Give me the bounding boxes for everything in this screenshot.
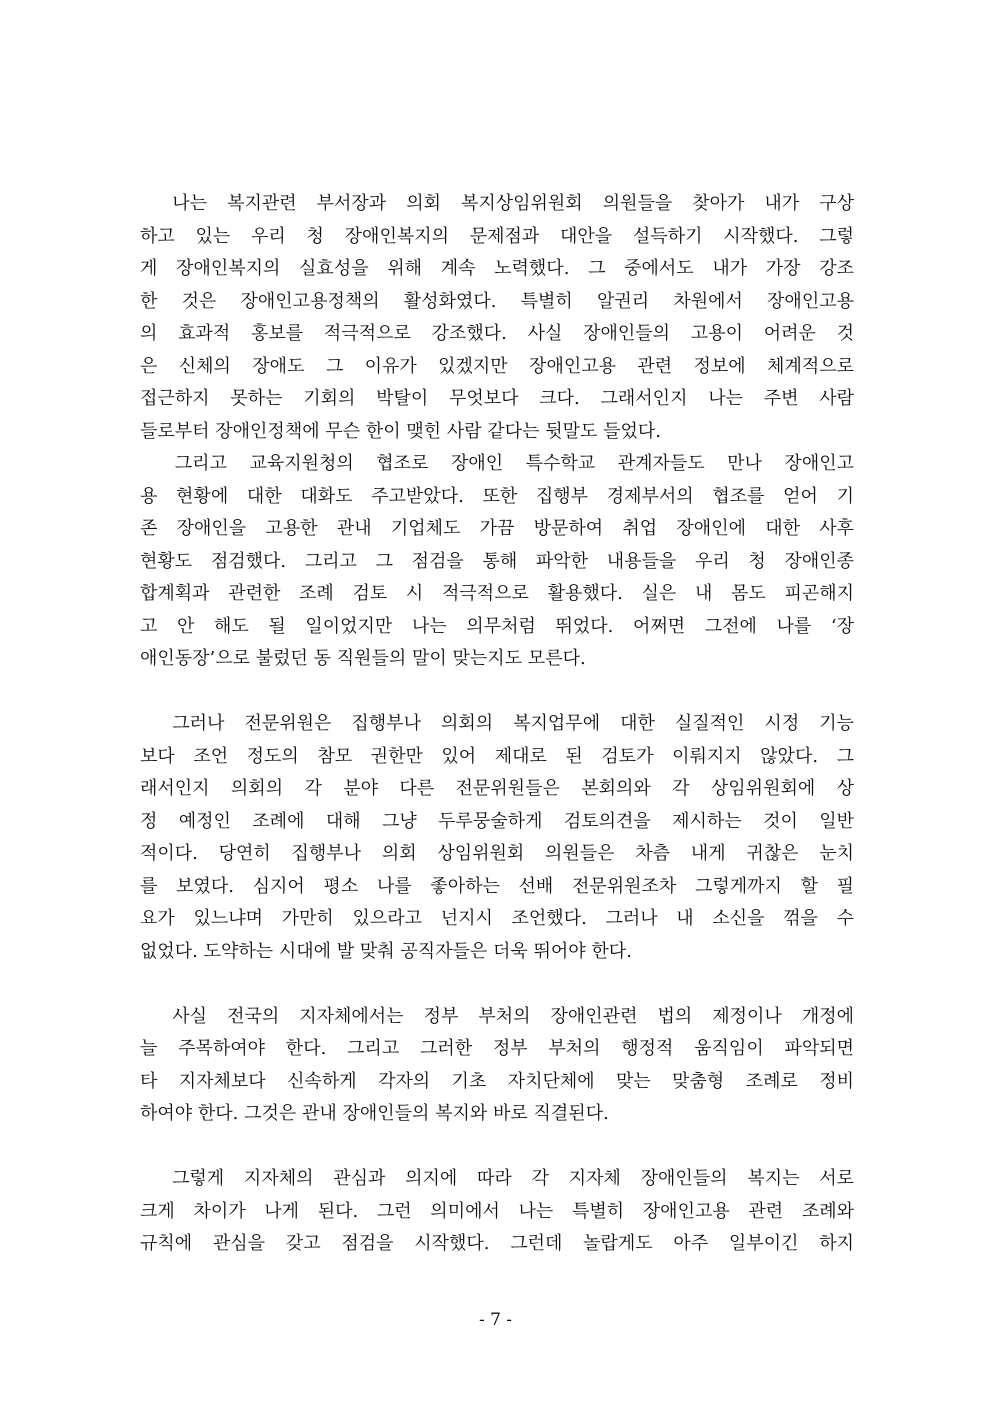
- text-line: 크게 차이가 나게 된다. 그런 의미에서 나는 특별히 장애인고용 관련 조례와: [140, 1200, 854, 1222]
- text-line: 그렇게 지자체의 관심과 의지에 따라 각 지자체 장애인들의 복지는 서로: [140, 1168, 854, 1189]
- body-text: [140, 188, 854, 1261]
- paragraph-5: [140, 1163, 854, 1261]
- text-line: 접근하지 못하는 기회의 박탈이 무엇보다 크다. 그래서인지 나는 주변 사람: [140, 388, 854, 409]
- text-line: 요가 있느냐며 가만히 있으라고 넌지시 조언했다. 그러나 내 소신을 꺾을 수: [140, 908, 854, 929]
- paragraph-4: [140, 1001, 854, 1131]
- text-line: 의 효과적 홍보를 적극적으로 강조했다. 사실 장애인들의 고용이 어려운 것: [140, 323, 854, 344]
- text-line: 그러나 전문위원은 집행부나 의회의 복지업무에 대한 실질적인 시정 기능: [140, 713, 854, 734]
- paragraph-2: [140, 448, 854, 676]
- paragraph-gap: [140, 676, 854, 709]
- text-line: 고 안 해도 될 일이었지만 나는 의무처럼 뛰었다. 어쩌면 그전에 나를 ‘장: [140, 615, 854, 637]
- text-line: 늘 주목하여야 한다. 그리고 그러한 정부 부처의 행정적 움직임이 파악되면: [140, 1038, 854, 1059]
- text-line: 하여야 한다. 그것은 관내 장애인들의 복지와 바로 직결된다.: [140, 1103, 609, 1124]
- text-line: 게 장애인복지의 실효성을 위해 계속 노력했다. 그 중에서도 내가 가장 강조: [140, 258, 854, 279]
- text-line: 용 현황에 대한 대화도 주고받았다. 또한 집행부 경제부서의 협조를 얻어 기: [140, 485, 854, 507]
- text-line: 래서인지 의회의 각 분야 다른 전문위원들은 본회의와 각 상임위원회에 상: [140, 778, 854, 799]
- text-line: 하고 있는 우리 청 장애인복지의 문제점과 대안을 설득하기 시작했다. 그렇: [140, 225, 854, 247]
- text-line: 그리고 교육지원청의 협조로 장애인 특수학교 관계자들도 만나 장애인고: [140, 453, 854, 474]
- text-line: 사실 전국의 지자체에서는 정부 부처의 장애인관련 법의 제정이나 개정에: [140, 1005, 854, 1027]
- paragraph-gap: [140, 1131, 854, 1164]
- text-line: 규칙에 관심을 갖고 점검을 시작했다. 그런데 놀랍게도 아주 일부이긴 하지: [140, 1233, 854, 1254]
- text-line: 들로부터 장애인정책에 무슨 한이 맺힌 사람 같다는 뒷말도 들었다.: [140, 420, 661, 442]
- text-line: 보다 조언 정도의 참모 권한만 있어 제대로 된 검토가 이뤄지지 않았다. 그: [140, 745, 854, 767]
- paragraph-1: [140, 188, 854, 448]
- text-line: 현황도 점검했다. 그리고 그 점검을 통해 파악한 내용들을 우리 청 장애인종: [140, 550, 854, 572]
- text-line: 한 것은 장애인고용정책의 활성화였다. 특별히 알권리 차원에서 장애인고용: [140, 290, 854, 312]
- text-line: 없었다. 도약하는 시대에 발 맞춰 공직자들은 더욱 뛰어야 한다.: [140, 940, 632, 962]
- text-line: 나는 복지관련 부서장과 의회 복지상임위원회 의원들을 찾아가 내가 구상: [140, 193, 854, 214]
- text-line: 존 장애인을 고용한 관내 기업체도 가끔 방문하여 취업 장애인에 대한 사후: [140, 518, 854, 539]
- text-line: 은 신체의 장애도 그 이유가 있겠지만 장애인고용 관련 정보에 체계적으로: [140, 355, 854, 377]
- text-line: 적이다. 당연히 집행부나 의회 상임위원회 의원들은 차츰 내게 귀찮은 눈치: [140, 843, 854, 864]
- text-line: 합계획과 관련한 조례 검토 시 적극적으로 활용했다. 실은 내 몸도 피곤해지: [140, 583, 854, 604]
- page-number: - 7 -: [478, 1310, 513, 1330]
- text-line: 정 예정인 조례에 대해 그냥 두루뭉술하게 검토의견을 제시하는 것이 일반: [140, 810, 854, 832]
- text-line: 를 보였다. 심지어 평소 나를 좋아하는 선배 전문위원조차 그렇게까지 할 필: [140, 875, 854, 897]
- paragraph-gap: [140, 968, 854, 1001]
- text-line: 애인동장’으로 불렀던 동 직원들의 말이 맞는지도 모른다.: [140, 648, 586, 669]
- paragraph-3: [140, 708, 854, 968]
- text-line: 타 지자체보다 신속하게 각자의 기초 자치단체에 맞는 맞춤형 조례로 정비: [140, 1070, 854, 1092]
